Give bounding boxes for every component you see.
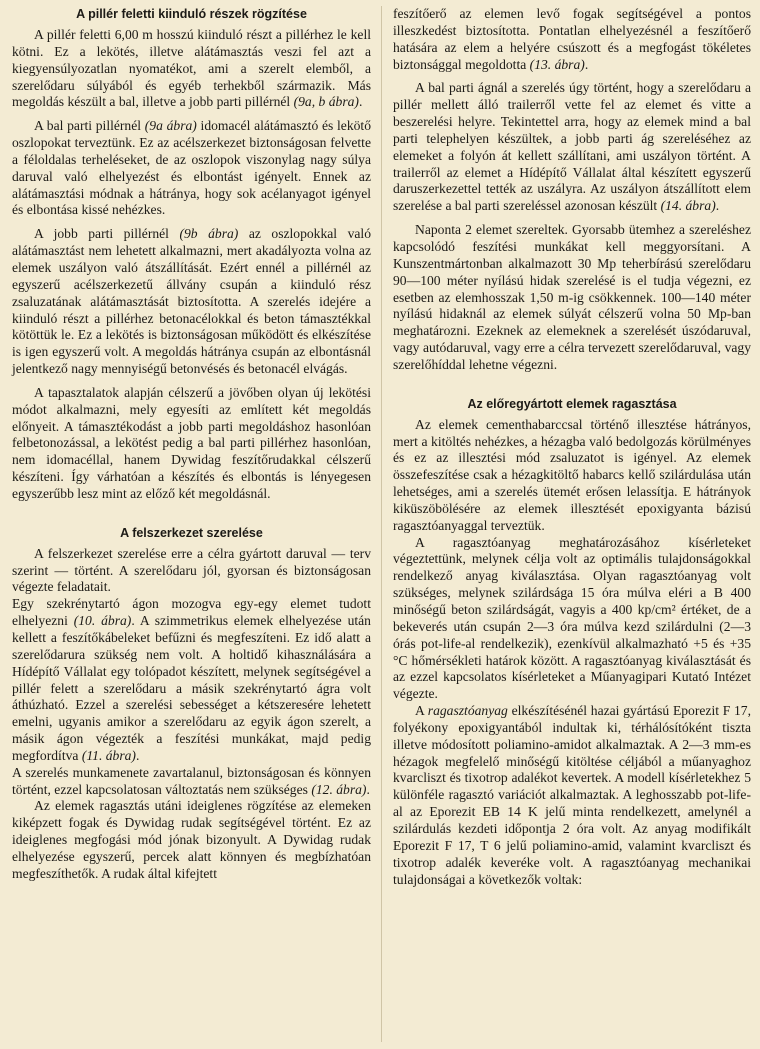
paragraph: Az elemek cementhabarccsal történő illesztése hátrányos, mert a kitöltés nehézkes, a hézagba való bedolgozás körülményes és ez az illesztési mód zsaluzatot is igényel. Az elemek összefeszítése csak a hézagkitöltő habarcs kellő szilárdulása után lehetséges, ami a szerelés ütemét erősen lelassítja. E hátrányok kiküszöbölésére az elemek illesztését epoxigyanta bázisú ragasztóanyaggal terveztük.: [393, 416, 751, 533]
left-column: [12, 6, 371, 883]
paragraph: A ragasztóanyag elkészítésénél hazai gyártású Eporezit F 17, folyékony epoxigyantából indultak ki, térhálósítóként tiszta illetve módosított poliamino-amidot alkalmaztak. A 2—3 mm-es hézagok megfelelő minőségű kitöltése céljából a műanyaghoz kvarcliszt és tixotrop adalékot kevertek. A modell kísérletekhez 5 különféle ragasztó variációt alkalmaztak. A leghosszabb pot-life-al az Eporezit EB 14 K jelű minta rendelkezett, amelynél a szilárdulás kezdeti időpontja 2 óra volt. Az anyag modifikált Eporezit F 17, T 6 jelű poliamino-amid, valamint kvarcliszt és tixotrop adalék keveréke volt. A ragasztóanyag mechanikai tulajdonságai a következők voltak:: [393, 703, 751, 887]
paragraph: feszítőerő az elemen levő fogak segítségével a pontos illeszkedést biztosította. Pontatlan elhelyezésnél a feszítőerő hatására az elem a helyére csúszott és a megfogást tökéletes biztonsággal megoldotta (13. ábra).: [393, 6, 751, 72]
section-heading-superstructure-assembly: A felszerkezet szerelése: [120, 525, 263, 540]
figure-reference: (10. ábra): [73, 613, 132, 629]
figure-reference: (12. ábra): [311, 781, 367, 797]
column-divider: [381, 6, 382, 1042]
figure-reference: (9b ábra): [179, 226, 239, 242]
figure-reference: (9a ábra): [144, 118, 197, 134]
paragraph: A szerelés munkamenete zavartalanul, biztonságosan és könnyen történt, ezzel kapcsolatosan változtatás nem szükséges (12. ábra).: [12, 764, 371, 797]
figure-reference: (11. ábra): [81, 747, 136, 763]
figure-reference: (9a, b ábra): [293, 94, 359, 110]
paragraph: Egy szekrénytartó ágon mozogva egy-egy elemet tudott elhelyezni (10. ábra). A szimmetrikus elemek elhelyezése után kellett a feszítőkábeleket befűzni és megfeszíteni. Ez idő alatt a szerelődarura szükség nem volt. A holtidő kihasználására a Hídépítő Vállalat egy tolópadot készített, melynek segítségével a pillér felett a szerelődaru a másik szekrénytartó ágra volt áthúzható. Ezzel a szerelési sebességet a kétszeresére lehetett emelni, ugyanis amikor a szerelődaru az egyik ágon szerelt, a másik ágon végezték a feszítési munkákat, majd pedig megfordítva (11. ábra).: [12, 596, 371, 763]
paragraph: Naponta 2 elemet szereltek. Gyorsabb ütemhez a szereléshez kapcsolódó feszítési munkákat kell meggyorsítani. A Kunszentmártonban alkalmazott 30 Mp teherbírású szerelődaru 90—100 méter nyílású hidak szerelésé is el tudja végezni, ez esetben az elemhosszak 1,50 m-ig csökkennek. 100—140 méter nyílású hidaknál az elemek súlyát célszerű volna 50 Mp-ban meghatározni. Ezeknek az elemeknek a szerelését úszódaruval, vagy autódaruval, vagy erre a célra tervezett szerelődaruval, vagy szerelőhíddal lehetne végezni.: [393, 222, 751, 372]
paragraph: Az elemek ragasztás utáni ideiglenes rögzítése az elemeken kiképzett fogak és Dywidag rudak segítségével történt. Ez az ideiglenes megfogási mód jónak bizonyult. A Dywidag rudak elhelyezése egyszerű, percek alatt könnyen és megbízhatóan megfeszíthetők. A rudak által kifejtett: [12, 798, 371, 881]
paragraph: A jobb parti pillérnél (9b ábra) az oszlopokkal való alátámasztást nem lehetett alkalmazni, mert akadályozta volna az elemek uszályon való átszállítását. Ezért ennél a pillérnél az egyszerű acélszerkezetű állvány csupán a kiinduló rész zsaluzatának alátámasztását biztosította. A szerelés idejére a kiinduló részt a pillérhez betonacélokkal és beton támasztékkal kötöttük le. Ez a lekötés is biztonságosan működött és elkészítése is igen egyszerű volt. A megoldás hátránya csupán az elbontásnál jelentkező nagy mennyiségű betonvésés és betonacél elvágás.: [12, 226, 371, 377]
paragraph: A bal parti pillérnél (9a ábra) idomacél alátámasztó és lekötő oszlopokat terveztünk. Ez az acélszerkezet biztonságosan felvette a féloldalas terheléseket, de az oszlopok viszonylag nagy súlya daruval való elhelyezést és elbontást igényelt. Ennek az alátámasztási módnak a hátránya, hogy sok acélanyagot igényel és elbontása kissé nehézkes.: [12, 118, 371, 218]
right-column: [393, 6, 751, 888]
paragraph: A tapasztalatok alapján célszerű a jövőben olyan új lekötési módot alkalmazni, mely egyesíti az említett két megoldás előnyeit. A támasztékodást a jobb parti megoldáshoz hasonlóan felbetonozással, a lekötést pedig a bal parti pillérhez hasonlóan, nem idomacéllal, hanem Dywidag feszítőrudakkal célszerű készíteni. Így várhatóan a készítés és elbontás is lényegesen egyszerűbb lesz mint az előző két megoldásnál.: [12, 384, 371, 501]
emphasized-term: ragasztóanyag: [427, 703, 508, 719]
paragraph: A bal parti ágnál a szerelés úgy történt, hogy a szerelődaru a pillér mellett álló trailerről vette fel az elemet és vitte a beszerelési helyre. Tekintettel arra, hogy az elemek mind a bal parti telephelyen készültek, a jobb parti ág szereléséhez az elemeket a folyón át kellett szállítani, ami uszályon történt. A trailerről az elemet a Hídépítő Vállalat által készített egyszerű daruszerkezettel tették az uszályra. Az uszályon átszállított elem szerelése a bal parti szereléssel azonosan készült (14. ábra).: [393, 80, 751, 214]
section-heading-pillar-fixing: A pillér feletti kiinduló részek rögzítése: [76, 7, 307, 21]
section-heading-element-gluing: Az előregyártott elemek ragasztása: [467, 396, 677, 411]
paragraph: A pillér feletti 6,00 m hosszú kiinduló részt a pillérhez le kell kötni. Ez a lekötés, illetve alátámasztás veszi fel azt a kiegyensúlyozatlan nyomatékot, ami a szerelt elemből, a szerelődaru súlyából és egyéb terhekből származik. Más megoldás készült a bal, illetve a jobb parti pillérnél (9a, b ábra).: [12, 27, 371, 110]
paragraph: A felszerkezet szerelése erre a célra gyártott daruval — terv szerint — történt. A szerelődaru jól, gyorsan és biztonságosan végezte feladatait.: [12, 545, 371, 595]
figure-reference: (14. ábra): [660, 198, 716, 214]
figure-reference: (13. ábra): [529, 56, 585, 72]
paragraph: A ragasztóanyag meghatározásához kísérleteket végeztettünk, melynek célja volt az optimális tulajdonságokkal rendelkező anyag kiválasztása. Olyan ragasztóanyag volt szükséges, melynek szilárdsága 15 óra múlva eléri a B 400 minőségű beton szilárdságát, vagyis a 400 kp/cm² értéket, de a bekeverés után csupán 2—3 óra múlva kezd szilárdulni (2—3 órás pot-life-al rendelkezik), ezenkívül alkalmazható +5 és +35 °C hőmérsékleti határok között. A ragasztóanyag kiválasztását és az ezzel kapcsolatos kísérleteket a Műanyagipari Kutató Intézet végezte.: [393, 534, 751, 702]
